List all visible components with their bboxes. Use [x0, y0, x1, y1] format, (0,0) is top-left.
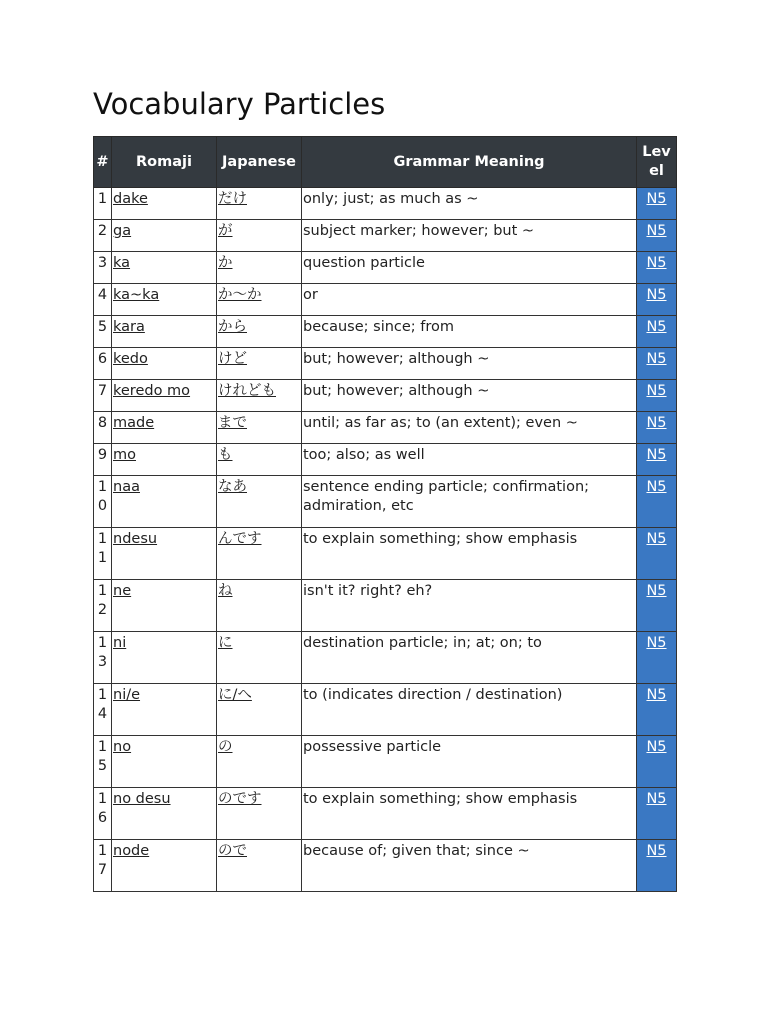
table-body — [94, 188, 677, 892]
level-link[interactable]: N5 — [646, 351, 667, 367]
japanese-cell — [217, 476, 302, 528]
romaji-cell — [112, 188, 217, 220]
romaji-cell — [112, 412, 217, 444]
table-row — [94, 476, 677, 528]
level-cell — [637, 444, 677, 476]
vocabulary-table — [93, 136, 677, 892]
level-link[interactable]: N5 — [646, 447, 667, 463]
row-number: 9 — [94, 444, 112, 476]
header-japanese: Japanese — [217, 137, 302, 188]
level-link[interactable]: N5 — [646, 479, 667, 495]
romaji-cell — [112, 840, 217, 892]
table-row — [94, 316, 677, 348]
japanese-cell — [217, 284, 302, 316]
level-link[interactable]: N5 — [646, 791, 667, 807]
romaji-cell — [112, 788, 217, 840]
romaji-link[interactable]: ndesu — [113, 531, 158, 547]
romaji-cell — [112, 476, 217, 528]
romaji-link[interactable]: ka — [113, 255, 131, 271]
grammar-meaning-cell: but; however; although ~ — [302, 380, 637, 412]
level-link[interactable]: N5 — [646, 287, 667, 303]
table-row — [94, 736, 677, 788]
japanese-link[interactable]: けど — [218, 351, 247, 367]
romaji-cell — [112, 684, 217, 736]
header-grammar-meaning: Grammar Meaning — [302, 137, 637, 188]
level-link[interactable]: N5 — [646, 319, 667, 335]
level-cell — [637, 284, 677, 316]
table-header-row — [94, 137, 677, 188]
level-link[interactable]: N5 — [646, 687, 667, 703]
table-row — [94, 380, 677, 412]
level-cell — [637, 188, 677, 220]
grammar-meaning-cell: isn't it? right? eh? — [302, 580, 637, 632]
grammar-meaning-cell: to explain something; show emphasis — [302, 528, 637, 580]
grammar-meaning-cell: until; as far as; to (an extent); even ~ — [302, 412, 637, 444]
level-cell — [637, 580, 677, 632]
level-cell — [637, 736, 677, 788]
japanese-link[interactable]: から — [218, 319, 247, 335]
table-row — [94, 412, 677, 444]
row-number: 5 — [94, 316, 112, 348]
grammar-meaning-cell: to explain something; show emphasis — [302, 788, 637, 840]
table-row — [94, 252, 677, 284]
romaji-cell — [112, 444, 217, 476]
romaji-cell — [112, 580, 217, 632]
level-cell — [637, 252, 677, 284]
table-row — [94, 788, 677, 840]
romaji-cell — [112, 252, 217, 284]
row-number: 10 — [94, 476, 112, 528]
grammar-meaning-cell: to (indicates direction / destination) — [302, 684, 637, 736]
level-cell — [637, 476, 677, 528]
grammar-meaning-cell: subject marker; however; but ~ — [302, 220, 637, 252]
row-number: 2 — [94, 220, 112, 252]
romaji-link[interactable]: dake — [113, 191, 148, 207]
level-link[interactable]: N5 — [646, 531, 667, 547]
table-row — [94, 188, 677, 220]
level-cell — [637, 316, 677, 348]
level-cell — [637, 380, 677, 412]
header-number: # — [94, 137, 112, 188]
row-number: 8 — [94, 412, 112, 444]
romaji-link[interactable]: kara — [113, 319, 145, 335]
japanese-link[interactable]: ね — [218, 583, 233, 599]
romaji-link[interactable]: made — [113, 415, 155, 431]
japanese-link[interactable]: か～か — [218, 287, 262, 303]
japanese-cell — [217, 444, 302, 476]
row-number: 4 — [94, 284, 112, 316]
japanese-cell — [217, 220, 302, 252]
level-link[interactable]: N5 — [646, 739, 667, 755]
grammar-meaning-cell: sentence ending particle; confirmation; admiration, etc — [302, 476, 637, 528]
japanese-cell — [217, 316, 302, 348]
table-row — [94, 220, 677, 252]
table-row — [94, 528, 677, 580]
level-cell — [637, 528, 677, 580]
level-link[interactable]: N5 — [646, 223, 667, 239]
grammar-meaning-cell: but; however; although ~ — [302, 348, 637, 380]
level-link[interactable]: N5 — [646, 191, 667, 207]
level-link[interactable]: N5 — [646, 415, 667, 431]
level-cell — [637, 632, 677, 684]
romaji-link[interactable]: node — [113, 843, 150, 859]
row-number: 3 — [94, 252, 112, 284]
japanese-cell — [217, 188, 302, 220]
row-number: 16 — [94, 788, 112, 840]
table-row — [94, 284, 677, 316]
japanese-link[interactable]: ので — [218, 843, 247, 859]
header-level: Lev el — [637, 137, 677, 188]
level-link[interactable]: N5 — [646, 843, 667, 859]
japanese-link[interactable]: が — [218, 223, 233, 239]
level-cell — [637, 840, 677, 892]
japanese-cell — [217, 528, 302, 580]
grammar-meaning-cell: question particle — [302, 252, 637, 284]
level-link[interactable]: N5 — [646, 635, 667, 651]
header-romaji: Romaji — [112, 137, 217, 188]
romaji-link[interactable]: no — [113, 739, 132, 755]
japanese-cell — [217, 348, 302, 380]
japanese-link[interactable]: のです — [218, 791, 262, 807]
row-number: 17 — [94, 840, 112, 892]
romaji-link[interactable]: mo — [113, 447, 136, 463]
level-cell — [637, 220, 677, 252]
romaji-cell — [112, 736, 217, 788]
table-row — [94, 840, 677, 892]
romaji-cell — [112, 380, 217, 412]
table-row — [94, 632, 677, 684]
grammar-meaning-cell: or — [302, 284, 637, 316]
level-cell — [637, 412, 677, 444]
row-number: 12 — [94, 580, 112, 632]
level-link[interactable]: N5 — [646, 583, 667, 599]
japanese-cell — [217, 412, 302, 444]
japanese-link[interactable]: に — [218, 635, 233, 651]
japanese-link[interactable]: んです — [218, 531, 262, 547]
japanese-cell — [217, 736, 302, 788]
romaji-cell — [112, 220, 217, 252]
japanese-link[interactable]: も — [218, 447, 233, 463]
japanese-cell — [217, 684, 302, 736]
japanese-cell — [217, 580, 302, 632]
japanese-link[interactable]: か — [218, 255, 233, 271]
grammar-meaning-cell: destination particle; in; at; on; to — [302, 632, 637, 684]
japanese-cell — [217, 788, 302, 840]
japanese-link[interactable]: に/へ — [218, 687, 252, 703]
romaji-link[interactable]: ni — [113, 635, 127, 651]
grammar-meaning-cell: because; since; from — [302, 316, 637, 348]
table-row — [94, 580, 677, 632]
japanese-cell — [217, 380, 302, 412]
grammar-meaning-cell: too; also; as well — [302, 444, 637, 476]
grammar-meaning-cell: possessive particle — [302, 736, 637, 788]
japanese-link[interactable]: の — [218, 739, 233, 755]
romaji-link[interactable]: kedo — [113, 351, 148, 367]
level-cell — [637, 788, 677, 840]
romaji-link[interactable]: ni/e — [113, 687, 141, 703]
romaji-cell — [112, 316, 217, 348]
row-number: 14 — [94, 684, 112, 736]
romaji-cell — [112, 528, 217, 580]
row-number: 15 — [94, 736, 112, 788]
table-row — [94, 348, 677, 380]
grammar-meaning-cell: because of; given that; since ~ — [302, 840, 637, 892]
romaji-cell — [112, 348, 217, 380]
romaji-link[interactable]: no desu — [113, 791, 171, 807]
japanese-link[interactable]: なあ — [218, 479, 247, 495]
japanese-cell — [217, 632, 302, 684]
grammar-meaning-cell: only; just; as much as ~ — [302, 188, 637, 220]
row-number: 6 — [94, 348, 112, 380]
romaji-link[interactable]: ga — [113, 223, 132, 239]
table-row — [94, 684, 677, 736]
row-number: 11 — [94, 528, 112, 580]
japanese-link[interactable]: だけ — [218, 191, 247, 207]
level-cell — [637, 684, 677, 736]
romaji-link[interactable]: ne — [113, 583, 132, 599]
row-number: 1 — [94, 188, 112, 220]
row-number: 13 — [94, 632, 112, 684]
romaji-link[interactable]: keredo mo — [113, 383, 191, 399]
japanese-cell — [217, 840, 302, 892]
japanese-link[interactable]: けれども — [218, 383, 276, 399]
level-cell — [637, 348, 677, 380]
level-link[interactable]: N5 — [646, 383, 667, 399]
japanese-cell — [217, 252, 302, 284]
page-title: Vocabulary Particles — [93, 87, 386, 121]
romaji-cell — [112, 632, 217, 684]
romaji-cell — [112, 284, 217, 316]
row-number: 7 — [94, 380, 112, 412]
romaji-link[interactable]: ka~ka — [113, 287, 160, 303]
level-link[interactable]: N5 — [646, 255, 667, 271]
japanese-link[interactable]: まで — [218, 415, 247, 431]
table-row — [94, 444, 677, 476]
romaji-link[interactable]: naa — [113, 479, 140, 495]
